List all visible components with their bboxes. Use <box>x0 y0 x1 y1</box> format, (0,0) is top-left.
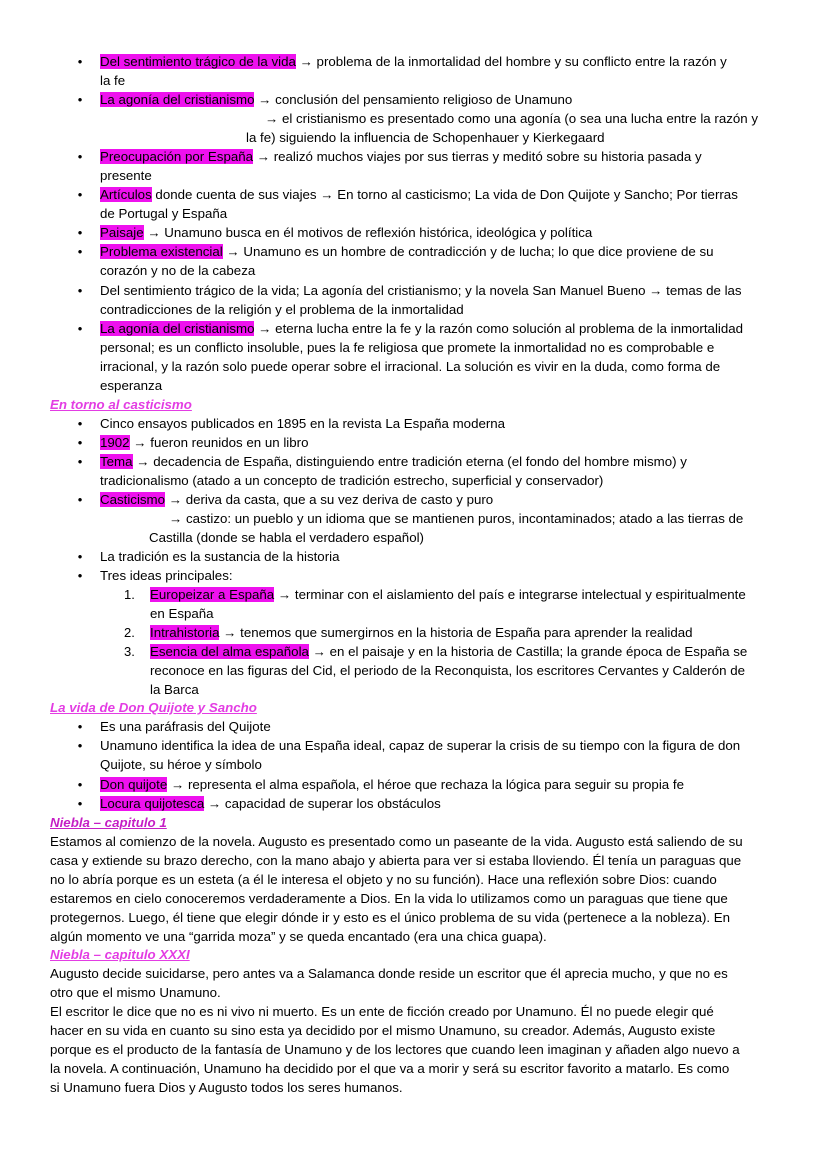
paragraph-line: no lo abría porque es un esteta (a él le interesa el objeto y no su función). Hace una reflexión sobre Dios: cuando <box>50 872 717 887</box>
list-item <box>100 433 790 452</box>
item-text-cont: la fe <box>100 73 126 88</box>
highlighted-term: La agonía del cristianismo <box>100 321 255 336</box>
section-heading-casticismo: En torno al casticismo <box>50 397 192 412</box>
section-heading-niebla-1: Niebla – capitulo 1 <box>50 815 167 830</box>
bullet-icon: • <box>77 435 83 450</box>
bullet-icon: • <box>77 92 83 107</box>
list-item <box>100 490 790 509</box>
highlighted-term: Casticismo <box>100 492 166 507</box>
bullet-icon: • <box>77 244 83 259</box>
list-item <box>100 147 790 185</box>
paragraph-line: Augusto decide suicidarse, pero antes va a Salamanca donde reside un escritor que él aprecia mucho, y que no es <box>50 966 728 981</box>
list-item <box>100 736 790 774</box>
bullet-icon: • <box>77 149 83 164</box>
item-text-cont: irracional, y la razón solo puede operar sobre el irracional. La solución es vivir en la duda, como forma de <box>100 359 721 374</box>
paragraph-line: si Unamuno fuera Dios y Augusto todos los seres humanos. <box>50 1080 403 1095</box>
bullet-icon: • <box>77 777 83 792</box>
highlighted-term: Preocupación por España <box>100 149 254 164</box>
bullet-icon: • <box>77 549 83 564</box>
paragraph-niebla-31 <box>50 964 780 1097</box>
item-text: Del sentimiento trágico de la vida; La agonía del cristianismo; y la novela San Manuel Bueno → temas de las <box>100 283 742 298</box>
item-text: → terminar con el aislamiento del país e integrarse intelectual y espiritualmente <box>274 587 746 602</box>
item-text: donde cuenta de sus viajes → En torno al casticismo; La vida de Don Quijote y Sancho; Por tierras <box>151 187 738 202</box>
list-item <box>100 319 790 395</box>
item-text: → Unamuno busca en él motivos de reflexión histórica, ideológica y política <box>143 225 593 240</box>
item-text-cont: la Barca <box>150 682 199 697</box>
list-item <box>100 452 790 490</box>
highlighted-term: Del sentimiento trágico de la vida <box>100 54 296 69</box>
highlighted-term: Tema <box>100 454 133 469</box>
paragraph-line: estaremos en cielo conoceremos verdaderamente a Dios. En la vida lo utilizamos como un paraguas que tiene que <box>50 891 728 906</box>
list-item <box>100 52 790 90</box>
item-text: → tenemos que sumergirnos en la historia de España para aprender la realidad <box>219 625 693 640</box>
item-text-cont: → castizo: un pueblo y un idioma que se mantienen puros, incontaminados; atado a las tierras de <box>169 511 744 526</box>
bullet-icon: • <box>77 796 83 811</box>
paragraph-line: porque es el producto de la fantasía de Unamuno y de los lectores que cuando leen imaginan y añaden algo nuevo a <box>50 1042 740 1057</box>
item-text: → decadencia de España, distinguiendo entre tradición eterna (el fondo del hombre mismo) y <box>132 454 687 469</box>
list-item <box>100 90 790 109</box>
list-item <box>100 794 790 813</box>
list-number: 2. <box>124 625 135 640</box>
paragraph-line: protegernos. Luego, él tiene que elegir dónde ir y esto es el único problema de su vida (pertenece a la nobleza). En <box>50 910 731 925</box>
item-text-cont: reconoce en las figuras del Cid, el periodo de la Reconquista, los escritores Cervantes y Calderón de <box>150 663 745 678</box>
section-heading-quijote: La vida de Don Quijote y Sancho <box>50 700 257 715</box>
numbered-item <box>150 623 790 642</box>
item-text: → en el paisaje y en la historia de Castilla; la grande época de España se <box>308 644 748 659</box>
highlighted-term: Artículos <box>100 187 152 202</box>
highlighted-term: Locura quijotesca <box>100 796 205 811</box>
item-text-cont: en España <box>150 606 214 621</box>
list-item <box>100 775 790 794</box>
list-item <box>100 242 790 280</box>
item-text: → Unamuno es un hombre de contradicción y de lucha; lo que dice proviene de su <box>222 244 714 259</box>
item-text: → deriva da casta, que a su vez deriva de casto y puro <box>165 492 494 507</box>
highlighted-term: La agonía del cristianismo <box>100 92 255 107</box>
item-text: → eterna lucha entre la fe y la razón como solución al problema de la inmortalidad <box>254 321 744 336</box>
item-text: La tradición es la sustancia de la historia <box>100 549 340 564</box>
item-text: → problema de la inmortalidad del hombre y su conflicto entre la razón y <box>295 54 727 69</box>
item-text: Unamuno identifica la idea de una España ideal, capaz de superar la crisis de su tiempo con la figura de don <box>100 738 741 753</box>
item-text: → representa el alma española, el héroe que rechaza la lógica para seguir su propia fe <box>167 777 684 792</box>
list-number: 1. <box>124 587 135 602</box>
bullet-icon: • <box>77 719 83 734</box>
section-heading-niebla-31: Niebla – capitulo XXXI <box>50 947 190 962</box>
item-text-cont: esperanza <box>100 378 163 393</box>
item-text: → conclusión del pensamiento religioso de Unamuno <box>254 92 573 107</box>
list-number: 3. <box>124 644 135 659</box>
bullet-icon: • <box>77 225 83 240</box>
highlighted-term: Europeizar a España <box>150 587 275 602</box>
item-text-cont: tradicionalismo (atado a un concepto de tradición estrecho, superficial y conservador) <box>100 473 604 488</box>
item-text: Tres ideas principales: <box>100 568 233 583</box>
item-text: Cinco ensayos publicados en 1895 en la revista La España moderna <box>100 416 506 431</box>
item-text-cont: la fe) siguiendo la influencia de Schopenhauer y Kierkegaard <box>246 130 605 145</box>
bullet-icon: • <box>77 492 83 507</box>
list-item <box>100 281 790 319</box>
highlighted-term: Paisaje <box>100 225 144 240</box>
list-item <box>100 223 790 242</box>
paragraph-line: hacer en su vida en cuanto su sino esta ya decidido por el mismo Unamuno, su creador. Además, Augusto existe <box>50 1023 716 1038</box>
item-text: → realizó muchos viajes por sus tierras y meditó sobre su historia pasada y <box>253 149 702 164</box>
item-text-cont: personal; es un conflicto insoluble, pues la fe religiosa que promete la inmortalidad no es comprobable e <box>100 340 715 355</box>
bullet-icon: • <box>77 283 83 298</box>
list-item <box>100 547 790 566</box>
highlighted-term: Don quijote <box>100 777 168 792</box>
list-item <box>100 414 790 433</box>
list-item <box>100 185 790 223</box>
bullet-icon: • <box>77 187 83 202</box>
bullet-icon: • <box>77 321 83 336</box>
item-text-cont: corazón y no de la cabeza <box>100 263 256 278</box>
item-text-cont: → el cristianismo es presentado como una agonía (o sea una lucha entre la razón y <box>265 111 759 126</box>
item-text: → capacidad de superar los obstáculos <box>204 796 441 811</box>
bullet-icon: • <box>77 568 83 583</box>
paragraph-line: Estamos al comienzo de la novela. Augusto es presentado como un paseante de la vida. Augusto está saliendo de su <box>50 834 743 849</box>
highlighted-term: Esencia del alma española <box>150 644 309 659</box>
list-item <box>100 717 790 736</box>
paragraph-line: la novela. A continuación, Unamuno ha decidido por el que va a morir y será su escritor favorito a matarlo. Es como <box>50 1061 730 1076</box>
numbered-item <box>150 642 790 699</box>
item-text-cont: Quijote, su héroe y símbolo <box>100 757 262 772</box>
highlighted-term: 1902 <box>100 435 130 450</box>
numbered-item <box>150 585 790 623</box>
item-text: Es una paráfrasis del Quijote <box>100 719 271 734</box>
bullet-icon: • <box>77 54 83 69</box>
paragraph-niebla-1 <box>50 832 780 946</box>
item-text-cont: Castilla (donde se habla el verdadero español) <box>149 530 424 545</box>
list-item <box>100 566 790 585</box>
bullet-icon: • <box>77 416 83 431</box>
highlighted-term: Problema existencial <box>100 244 223 259</box>
highlighted-term: Intrahistoria <box>150 625 220 640</box>
paragraph-line: algún momento ve una “garrida moza” y se queda encantado (era una chica guapa). <box>50 929 547 944</box>
item-text-cont: de Portugal y España <box>100 206 228 221</box>
paragraph-line: casa y extiende su brazo derecho, con la mano abajo y abierta para ver si estaba lloviendo. Él tenía un paraguas que <box>50 853 742 868</box>
item-text: → fueron reunidos en un libro <box>129 435 309 450</box>
item-text-cont: contradicciones de la religión y el problema de la inmortalidad <box>100 302 464 317</box>
paragraph-line: otro que el mismo Unamuno. <box>50 985 221 1000</box>
bullet-icon: • <box>77 454 83 469</box>
item-text-cont: presente <box>100 168 152 183</box>
paragraph-line: El escritor le dice que no es ni vivo ni muerto. Es un ente de ficción creado por Unamuno. Él no puede elegir qué <box>50 1004 714 1019</box>
bullet-icon: • <box>77 738 83 753</box>
